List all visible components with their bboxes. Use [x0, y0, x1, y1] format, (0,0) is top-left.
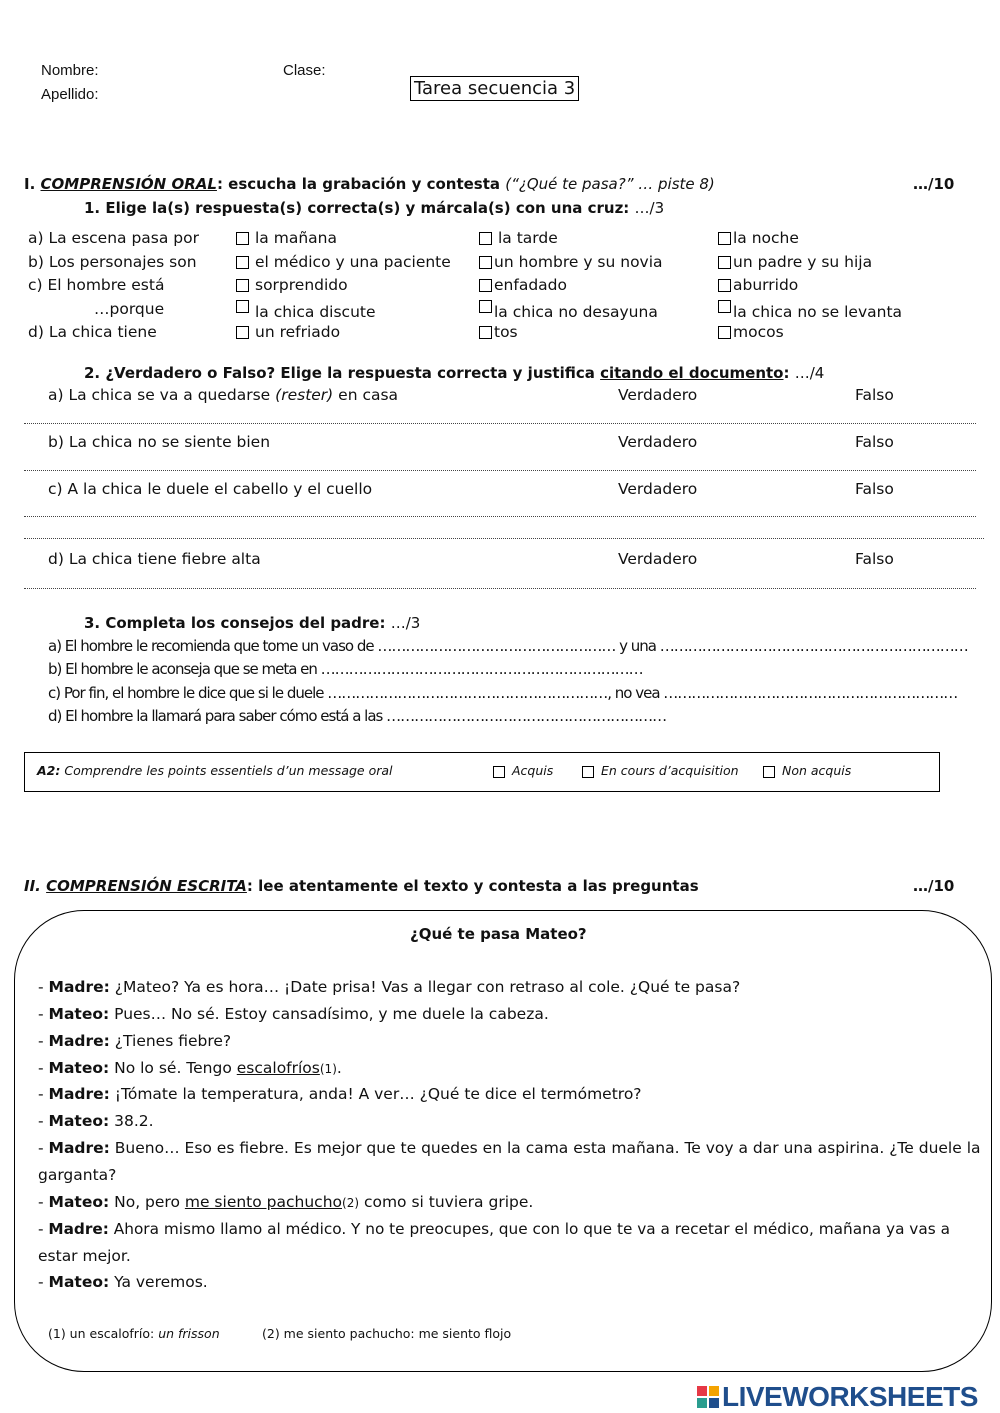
- section1-name: COMPRENSIÓN ORAL: [40, 175, 217, 193]
- q1-prompt: …porque: [94, 300, 165, 318]
- liveworksheets-logo-icon: [697, 1386, 719, 1408]
- q1-prompt: c) El hombre está: [28, 276, 165, 294]
- speaker: Mateo:: [48, 1273, 110, 1291]
- line-text: ¿Tienes fiebre?: [109, 1032, 232, 1050]
- footnote-1: [48, 1326, 220, 1341]
- option-label: aburrido: [733, 276, 799, 294]
- q2-title: [84, 364, 824, 382]
- brand-text: LIVEWORKSHEETS: [722, 1381, 978, 1412]
- q3-title-text: 3. Completa los consejos del padre:: [84, 614, 386, 632]
- q1-score: …/3: [634, 199, 665, 217]
- checkbox[interactable]: [479, 232, 492, 245]
- checkbox[interactable]: [718, 232, 731, 245]
- answer-line[interactable]: [24, 588, 976, 589]
- speaker: Madre:: [48, 1085, 110, 1103]
- checkbox[interactable]: [236, 279, 249, 292]
- option-label: tos: [494, 323, 518, 341]
- statement-italic: (rester): [275, 386, 334, 404]
- q2-title-colon: :: [783, 364, 790, 382]
- verdadero-option[interactable]: Verdadero: [618, 433, 698, 451]
- q1-title: [84, 199, 664, 217]
- checkbox[interactable]: [493, 766, 505, 778]
- clase-label: Clase:: [283, 62, 326, 79]
- section2-score: …/10: [913, 877, 955, 895]
- dialogue-line: - Madre: Bueno… Eso es fiebre. Es mejor que te quedes en la cama esta mañana. Te voy a dar una aspirina. ¿Te duele la: [38, 1139, 981, 1157]
- line-text: Pues… No sé. Estoy cansadísimo, y me duele la cabeza.: [109, 1005, 549, 1023]
- q2-title-text: 2. ¿Verdadero o Falso? Elige la respuesta correcta y justifica: [84, 364, 601, 382]
- footnote-2: (2) me siento pachucho: me siento flojo: [262, 1326, 512, 1341]
- option-label: Acquis: [512, 763, 554, 778]
- q3-title: [84, 614, 420, 632]
- line-text-end: .: [336, 1059, 342, 1077]
- en-cours-option[interactable]: [582, 763, 739, 778]
- option-label: un refriado: [255, 323, 341, 341]
- speaker: Mateo:: [48, 1005, 110, 1023]
- line-text: ¡Tómate la temperatura, anda! A ver… ¿Qué te dice el termómetro?: [109, 1085, 642, 1103]
- option-label: sorprendido: [255, 276, 348, 294]
- footnote-translation: un frisson: [158, 1326, 220, 1341]
- q2-statement-d: d) La chica tiene fiebre alta: [48, 550, 261, 568]
- dialogue-line: - Mateo: Pues… No sé. Estoy cansadísimo, y me duele la cabeza.: [38, 1005, 549, 1023]
- option-label: la chica no se levanta: [733, 303, 903, 321]
- underlined-term: escalofríos: [236, 1059, 320, 1077]
- dialogue-line-cont: garganta?: [38, 1166, 117, 1184]
- answer-line[interactable]: [24, 423, 976, 424]
- checkbox[interactable]: [236, 232, 249, 245]
- q1-option[interactable]: [479, 229, 558, 247]
- q1-option[interactable]: [236, 323, 340, 341]
- q3-score: …/3: [390, 614, 421, 632]
- apellido-label: Apellido:: [41, 86, 99, 103]
- underlined-term: me siento pachucho: [184, 1193, 343, 1211]
- q2-score: …/4: [794, 364, 825, 382]
- footnote-term: (1) un escalofrío:: [48, 1326, 159, 1341]
- q2-statement-a: [48, 386, 398, 404]
- option-label: enfadado: [494, 276, 567, 294]
- q1-option[interactable]: [236, 276, 348, 294]
- statement-text: a) La chica se va a quedarse: [48, 386, 276, 404]
- checkbox[interactable]: [479, 326, 492, 339]
- option-label: mocos: [733, 323, 784, 341]
- falso-option[interactable]: Falso: [855, 433, 894, 451]
- checkbox[interactable]: [236, 326, 249, 339]
- footnote-ref: (2): [342, 1196, 360, 1210]
- q1-option[interactable]: [479, 276, 567, 294]
- q2-title-underlined: citando el documento: [600, 364, 784, 382]
- dialogue-line: - Mateo: 38.2.: [38, 1112, 154, 1130]
- falso-option[interactable]: Falso: [855, 550, 894, 568]
- q3-line-b[interactable]: b) El hombre le aconseja que se meta en ……………………………………………………………: [48, 660, 643, 678]
- section1-number: I.: [24, 175, 36, 193]
- verdadero-option[interactable]: Verdadero: [618, 480, 698, 498]
- checkbox[interactable]: [718, 279, 731, 292]
- section2-number: II.: [24, 877, 41, 895]
- verdadero-option[interactable]: Verdadero: [618, 386, 698, 404]
- checkbox[interactable]: [718, 326, 731, 339]
- q1-prompt: a) La escena pasa por: [28, 229, 199, 247]
- dialogue-line: - Mateo: No, pero me siento pachucho(2) como si tuviera gripe.: [38, 1193, 534, 1211]
- a2-code: A2:: [37, 763, 61, 778]
- option-label: Non acquis: [782, 763, 852, 778]
- dialogue-line: - Mateo: Ya veremos.: [38, 1273, 208, 1291]
- checkbox[interactable]: [763, 766, 775, 778]
- checkbox[interactable]: [582, 766, 594, 778]
- reading-title: ¿Qué te pasa Mateo?: [410, 925, 587, 943]
- line-text: Bueno… Eso es fiebre. Es mejor que te quedes en la cama esta mañana. Te voy a dar una aspirina. ¿Te duele la: [109, 1139, 981, 1157]
- non-acquis-option[interactable]: [763, 763, 851, 778]
- q1-option[interactable]: [479, 300, 658, 321]
- falso-option[interactable]: Falso: [855, 386, 894, 404]
- q2-statement-b: b) La chica no se siente bien: [48, 433, 271, 451]
- checkbox[interactable]: [479, 300, 492, 313]
- option-label: la chica no desayuna: [494, 303, 658, 321]
- section2-heading: [24, 877, 699, 895]
- line-text: Ahora mismo llamo al médico. Y no te preocupes, que con lo que te va a recetar el médico, mañana ya vas a: [108, 1220, 950, 1238]
- option-label: En cours d’acquisition: [601, 763, 739, 778]
- speaker: Mateo:: [48, 1059, 110, 1077]
- verdadero-option[interactable]: Verdadero: [618, 550, 698, 568]
- line-text: ¿Mateo? Ya es hora… ¡Date prisa! Vas a llegar con retraso al cole. ¿Qué te pasa?: [109, 978, 741, 996]
- section2-name: COMPRENSIÓN ESCRITA: [46, 877, 247, 895]
- q1-option[interactable]: [718, 300, 902, 321]
- a2-assessment-box: [24, 752, 940, 792]
- option-label: la mañana: [255, 229, 337, 247]
- a2-desc-text: Comprendre les points essentiels d’un message oral: [64, 763, 393, 778]
- speaker: Mateo:: [48, 1112, 110, 1130]
- checkbox[interactable]: [236, 256, 249, 269]
- q1-option[interactable]: [718, 253, 872, 271]
- q3-line-d[interactable]: d) El hombre la llamará para saber cómo está a las ……………………………………………………: [48, 707, 667, 725]
- q1-option[interactable]: [236, 300, 376, 321]
- option-label: la chica discute: [255, 303, 376, 321]
- acquis-option[interactable]: [493, 763, 553, 778]
- line-text-end: como si tuviera gripe.: [359, 1193, 534, 1211]
- speaker: Madre:: [48, 1139, 110, 1157]
- liveworksheets-logo: [697, 1381, 978, 1413]
- q1-prompt: d) La chica tiene: [28, 323, 157, 341]
- a2-description: [37, 763, 393, 778]
- q1-option[interactable]: [718, 229, 799, 247]
- checkbox[interactable]: [718, 256, 731, 269]
- line-text: 38.2.: [109, 1112, 154, 1130]
- answer-line[interactable]: [24, 516, 976, 517]
- section1-source: (“¿Qué te pasa?” … piste 8): [505, 175, 715, 193]
- checkbox[interactable]: [236, 300, 249, 313]
- line-text: Ya veremos.: [109, 1273, 208, 1291]
- q1-option[interactable]: [718, 276, 798, 294]
- section1-heading: [24, 175, 715, 193]
- dialogue-line-cont: estar mejor.: [38, 1247, 131, 1265]
- q3-line-c[interactable]: c) Por fin, el hombre le dice que si le duele ……………………………………………………, no vea ………………………………………………………: [48, 684, 958, 702]
- nombre-label: Nombre:: [41, 62, 99, 79]
- option-label: un hombre y su novia: [494, 253, 663, 271]
- speaker: Madre:: [48, 978, 110, 996]
- q1-option[interactable]: [236, 253, 451, 271]
- q1-title-text: 1. Elige la(s) respuesta(s) correcta(s) y márcala(s) con una cruz:: [84, 199, 630, 217]
- answer-line[interactable]: [24, 538, 984, 539]
- dialogue-line: - Madre: ¿Mateo? Ya es hora… ¡Date prisa! Vas a llegar con retraso al cole. ¿Qué te pasa?: [38, 978, 741, 996]
- option-label: el médico y una paciente: [255, 253, 451, 271]
- checkbox[interactable]: [479, 279, 492, 292]
- page-title: Tarea secuencia 3: [410, 76, 579, 101]
- statement-text-end: en casa: [333, 386, 399, 404]
- q1-option[interactable]: [718, 323, 784, 341]
- line-text: No lo sé. Tengo: [109, 1059, 237, 1077]
- dialogue-line: - Mateo: No lo sé. Tengo escalofríos(1).: [38, 1059, 342, 1077]
- answer-line[interactable]: [24, 470, 976, 471]
- dialogue-line: - Madre: ¿Tienes fiebre?: [38, 1032, 232, 1050]
- speaker: Madre:: [48, 1220, 109, 1238]
- option-label: un padre y su hija: [733, 253, 873, 271]
- speaker: Madre:: [48, 1032, 110, 1050]
- section1-score: …/10: [913, 175, 955, 193]
- speaker: Mateo:: [48, 1193, 110, 1211]
- falso-option[interactable]: Falso: [855, 480, 894, 498]
- section1-instruction: : escucha la grabación y contesta: [216, 175, 506, 193]
- option-label: la noche: [733, 229, 799, 247]
- q2-statement-c: c) A la chica le duele el cabello y el cuello: [48, 480, 373, 498]
- line-text: No, pero: [109, 1193, 185, 1211]
- footnote-ref: (1): [319, 1062, 337, 1076]
- q3-line-a[interactable]: a) El hombre le recomienda que tome un vaso de …………………………………………… y una …………………………………………………………: [48, 637, 968, 655]
- checkbox[interactable]: [479, 256, 492, 269]
- section2-instruction: : lee atentamente el texto y contesta a las preguntas: [246, 877, 699, 895]
- q1-option[interactable]: [479, 253, 663, 271]
- option-label: la tarde: [498, 229, 558, 247]
- q1-option[interactable]: [479, 323, 518, 341]
- dialogue-line: - Madre: Ahora mismo llamo al médico. Y no te preocupes, que con lo que te va a recetar el médico, mañana ya vas a: [38, 1220, 950, 1238]
- dialogue-line: - Madre: ¡Tómate la temperatura, anda! A ver… ¿Qué te dice el termómetro?: [38, 1085, 642, 1103]
- q1-option[interactable]: [236, 229, 337, 247]
- checkbox[interactable]: [718, 300, 731, 313]
- q1-prompt: b) Los personajes son: [28, 253, 197, 271]
